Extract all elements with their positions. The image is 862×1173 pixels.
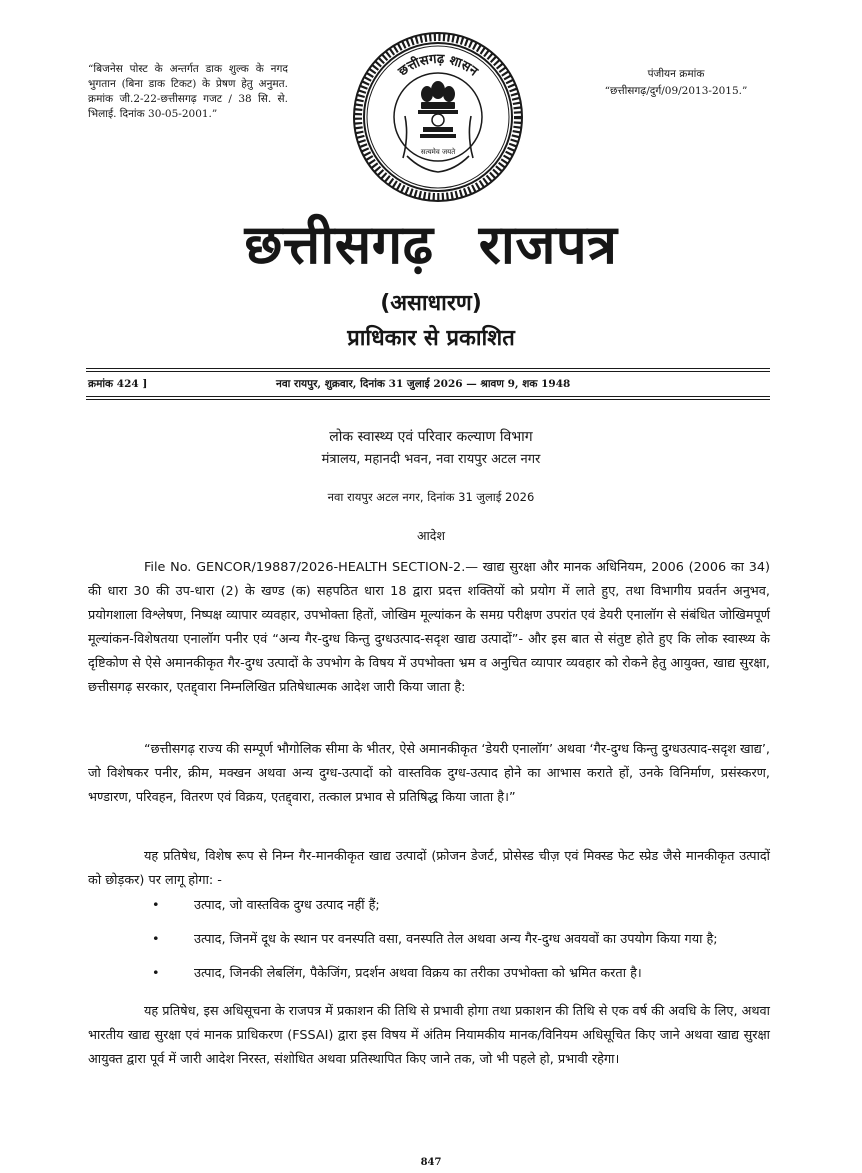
wheat-sheaf-icon [403,116,473,172]
prohibition-quote: “छत्तीसगढ़ राज्य की सम्पूर्ण भौगोलिक सीमा के भीतर, ऐसे अमानकीकृत ‘डेयरी एनालॉग’ अथवा ‘गैर-दुग्ध किन्तु दुग्धउत्पाद-सदृश खाद्य’, जो विशेषकर पनीर, क्रीम, मक्खन अथवा अन्य दुग्ध-उत्पादों को वास्तविक दुग्ध-उत्पाद होने का आभास कराते हों, उनके विनिर्माण, प्रसंस्करण, भण्डारण, परिवहन, वितरण एवं विक्रय, एतद्द्वारा, तत्काल प्रभाव से प्रतिषिद्ध किया जाता है।” [88,742,770,805]
list-item: • उत्पाद, जिनमें दूध के स्थान पर वनस्पति वसा, वनस्पति तेल अथवा अन्य गैर-दुग्ध अवयवों का उपयोग किया गया है; [150,928,768,952]
department-name: लोक स्वास्थ्य एवं परिवार कल्याण विभाग [329,429,533,445]
validity-paragraph: यह प्रतिषेध, इस अधिसूचना के राजपत्र में प्रकाशन की तिथि से प्रभावी होगा तथा प्रकाशन की तिथि से एक वर्ष की अवधि के लिए, अथवा भारतीय खाद्य सुरक्षा एवं मानक प्राधिकरण (FSSAI) द्वारा इस विषय में अंतिम नियामकीय मानक/विनियम अधिसूचित किए जाने अथवा खाद्य सुरक्षा आयुक्त द्वारा पूर्व में जारी आदेश निरस्त, संशोधित अथवा प्रतिस्थापित किए जाने तक, जो भी पहले हो, प्रभावी रहेगा। [88,1004,770,1067]
list-item: • उत्पाद, जिनकी लेबलिंग, पैकेजिंग, प्रदर्शन अथवा विक्रय का तरीका उपभोक्ता को भ्रमित करता है। [150,962,768,986]
product-list [150,894,768,996]
bullet-icon: • [152,932,160,947]
bullet-icon: • [152,898,160,913]
registration-block [556,66,796,100]
authority-line: प्राधिकार से प्रकाशित [347,326,515,351]
issue-number: क्रमांक 424 ] [88,378,148,390]
order-paragraph-main: File No. GENCOR/19887/2026-HEALTH SECTION-2.— खाद्य सुरक्षा और मानक अधिनियम, 2006 (2006 का 34) की धारा 30 की उप-धारा (2) के खण्ड (क) सहपठित धारा 18 द्वारा प्रदत्त शक्तियों को प्रयोग में लाते हुए, तथा विभागीय प्रवर्तन अनुभव, प्रयोगशाला विश्लेषण, निष्पक्ष व्यापार व्यवहार, उपभोक्ता हितों, जोखिम मूल्यांकन के समग्र परीक्षण उपरांत एवं डेयरी एनालॉग से संबंधित जोखिमपूर्ण मूल्यांकन-विशेषतया एनालॉग पनीर एवं “अन्य गैर-दुग्ध किन्तु दुग्धउत्पाद-सदृश खाद्य उत्पादों”- और इस बात से संतुष्ट होते हुए कि लोक स्वास्थ्य के दृष्टिकोण से ऐसे अमानकीकृत गैर-दुग्ध उत्पादों के उपभोग के विषय में उपभोक्ता भ्रम व अनुचित व्यापार व्यवहार को रोकने हेतु आयुक्त, खाद्य सुरक्षा, छत्तीसगढ़ सरकार, एतद्द्वारा निम्नलिखित प्रतिषेधात्मक आदेश जारी किया जाता है: [88,560,770,695]
issue-place-date: नवा रायपुर, शुक्रवार, दिनांक 31 जुलाई 2026 — श्रावण 9, शक 1948 [276,378,571,390]
registration-label: पंजीयन क्रमांक [647,68,705,80]
bottom-rule [86,396,770,397]
top-rule [86,368,770,369]
list-item: • उत्पाद, जो वास्तविक दुग्ध उत्पाद नहीं हैं; [150,894,768,918]
gazette-title: छत्तीसगढ़ राजपत्र [244,212,618,276]
page-number: 847 [420,1157,442,1168]
ashoka-emblem-icon [418,81,458,138]
postal-permit-note: “बिजनेस पोस्ट के अन्तर्गत डाक शुल्क के नगद भुगतान (बिना डाक टिकट) के प्रेषण हेतु अनुमत. क्रमांक जी.2-22-छत्तीसगढ़ गजट / 38 सि. से. भिलाई. दिनांक 30-05-2001.” [88,63,288,120]
extraordinary-label: (असाधारण) [380,291,482,316]
top-rule-thin [86,371,770,372]
seal-top-text: छत्तीसगढ़ शासन [395,51,481,80]
chhattisgarh-government-seal [351,30,525,204]
bottom-rule-thin [86,399,770,400]
registration-number: “छत्तीसगढ़/दुर्ग/09/2013-2015.” [604,85,748,97]
order-title: आदेश [417,528,445,543]
scope-paragraph: यह प्रतिषेध, विशेष रूप से निम्न गैर-मानकीकृत खाद्य उत्पादों (फ्रोजन डेजर्ट, प्रोसेस्ड चीज़ एवं मिक्स्ड फेट स्प्रेड जैसे मानकीकृत उत्पादों को छोड़कर) पर लागू होगा: - [88,849,770,888]
bullet-icon: • [152,966,160,981]
department-address: मंत्रालय, महानदी भवन, नवा रायपुर अटल नगर [321,452,541,467]
order-date-line: नवा रायपुर अटल नगर, दिनांक 31 जुलाई 2026 [327,490,535,504]
seal-motto: सत्यमेव जयते [420,148,456,156]
